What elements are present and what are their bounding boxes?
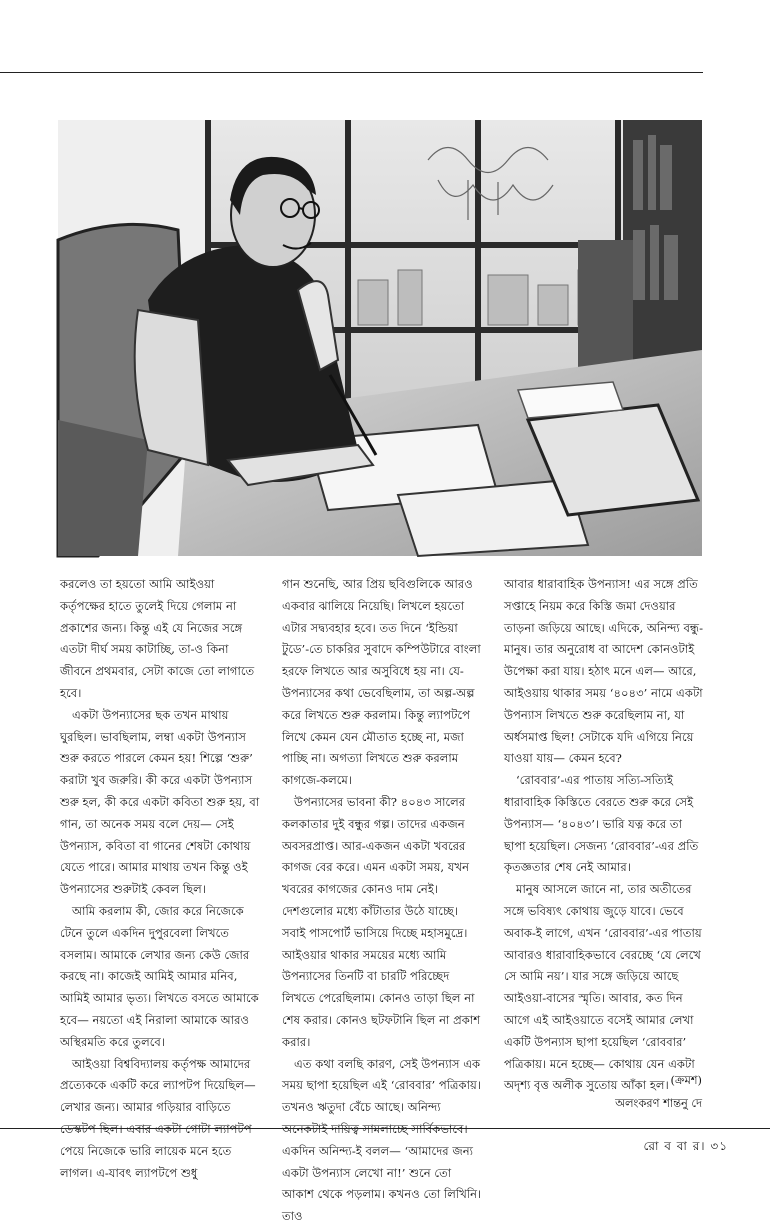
paragraph: মানুষ আসলে জানে না, তার অতীতের সঙ্গে ভবিষ্যৎ কোথায় জুড়ে যাবে। ভেবে অবাক-ই লাগে, এখন ‘রোববার’-এর পাতায় আবারও ধারাবাহিকভাবে বেরচ্ছে ‘যে লেখে সে আমি নয়’। যার সঙ্গে জড়িয়ে আছে আইওয়া-বাসের স্মৃতি। আবার, কত দিন আগে এই আইওয়াতে বসেই আমার লেখা একটি উপন্যাস ছাপা হয়েছিল ‘রোববার’ পত্রিকায়। মনে হচ্ছে— কোথায় যেন একটা অদৃশ্য বৃত্ত অলীক সুতোয় আঁকা হল। bbox=[504, 882, 702, 1093]
paragraph: উপন্যাসের ভাবনা কী? ৪০৪৩ সালের কলকাতার দুই বন্ধুর গল্প। তাদের একজন অবসরপ্রাপ্ত। আর-একজন একটা খবরের কাগজ বের করে। এমন একটা সময়, যখন খবরের কাগজের কোনও দাম নেই। দেশগুলোর মধ্যে কাঁটাতার উঠে যাচ্ছে। সবাই পাসপোর্ট ভাসিয়ে দিচ্ছে মহাসমুদ্রে। আইওয়ার থাকার সময়ের মধ্যে আমি উপন্যাসের তিনটি বা চারটি পরিচ্ছেদ লিখতে পেরেছিলাম। কোনও তাড়া ছিল না শেষ করার। কোনও ছটফটানি ছিল না প্রকাশ করার। bbox=[282, 794, 481, 1049]
paragraph: এত কথা বলছি কারণ, সেই উপন্যাস এক সময় ছাপা হয়েছিল এই ‘রোববার’ পত্রিকায়। তখনও ঋতুদা বেঁচে আছে। অনিন্দ্য একদিন অনিন্দ্য-ই বলল— ‘আমাদের জন্য একটা উপন্যাস লেখো না!’ শুনে তো আকাশ থেকে পড়লাম। কখনও তো লিখিনি। তাও bbox=[282, 1056, 482, 1224]
paragraph: করলেও তা হয়তো আমি আইওয়া কর্তৃপক্ষের হাতে তুলেই দিয়ে গেলাম না প্রকাশের জন্য। কিন্তু এই যে নিজের সঙ্গে এতটা দীর্ঘ সময় কাটাচ্ছি, তা-ও কিনা জীবনে প্রথমবার, সেটা কাজে তো লাগাতে হবে। bbox=[60, 577, 255, 700]
illustration-man-writing-at-desk bbox=[58, 120, 702, 556]
article-column-3 bbox=[504, 574, 704, 1094]
paragraph: গান শুনেছি, আর প্রিয় ছবিগুলিকে আরও একবার ঝালিয়ে নিয়েছি। লিখলে হয়তো এটার সদ্ব্যবহার হবে। তত দিনে ‘ইন্ডিয়া টুডে’-তে চাকরির সুবাদে কম্পিউটারে বাংলা হরফে লিখতে আর অসুবিধে হয় না। যে-উপন্যাসের কথা ভেবেছিলাম, তা অল্প-অল্প করে লিখতে শুরু করলাম। কিন্তু ল্যাপটপে লিখে কেমন যেন মৌতাত হচ্ছে না, মজা পাচ্ছি না। অগত্যা লিখতে শুরু করলাম কাগজে-কলমে। bbox=[282, 577, 481, 788]
paragraph: আমি করলাম কী, জোর করে নিজেকে টেনে তুলে একদিন দুপুরবেলা লিখতে বসলাম। আমাকে লেখার জন্য কেউ জোর করছে না। কাজেই আমিই আমার মনিব, আমিই আমার ভৃত্য। লিখতে বসতে আমাকে হবে— নয়তো এই নিরালা আমাকে আরও অস্থিরমতি করে তুলবে। bbox=[60, 903, 259, 1049]
paragraph: আইওয়া বিশ্ববিদ্যালয় কর্তৃপক্ষ আমাদের প্রত্যেককে একটি করে ল্যাপটপ দিয়েছিল— লেখার জন্য। আমার গড়িয়ার বাড়িতে পেয়ে নিজেকে ভারি লায়েক মনে হতে লাগল। এ-যাবৎ ল্যাপটপে শুধু bbox=[60, 1056, 256, 1180]
article-column-2 bbox=[282, 574, 482, 1224]
top-rule bbox=[0, 72, 703, 73]
paragraph: একটা উপন্যাসের ছক তখন মাথায় ঘুরছিল। ভাবছিলাম, লম্বা একটা উপন্যাস শুরু করতে পারলে কেমন হয়! শিল্পে ‘শুরু’ করাটা খুব জরুরি। কী করে একটা উপন্যাস শুরু হল, কী করে একটা কবিতা শুরু হয়, বা গান, তা অনেক সময় বলে দেয়— সেই উপন্যাস, কবিতা বা গানের শেষটা কোথায় যেতে পারে। আমার মাথায় তখন কিন্তু ওই উপন্যাসের শুরুটাই কেবল ছিল। bbox=[60, 707, 260, 897]
bottom-rule bbox=[0, 1128, 770, 1129]
paragraph: আবার ধারাবাহিক উপন্যাস! এর সঙ্গে প্রতি সপ্তাহে নিয়ম করে কিস্তি জমা দেওয়ার তাড়না জড়িয়ে আছে। এদিকে, অনিন্দ্য বন্ধু-মানুষ। তার অনুরোধ বা আদেশ কোনওটাই উপেক্ষা করা যায়। হঠাৎ মনে এল— আরে, আইওয়ায় থাকার সময় ‘৪০৪৩’ নামে একটা উপন্যাস লিখতে শুরু করেছিলাম না, যা অর্ধসমাপ্ত ছিল! সেটাকে যদি এগিয়ে নিয়ে যাওয়া যায়— কেমন হবে? bbox=[504, 577, 704, 766]
paragraph: ‘রোববার’-এর পাতায় সত্যি-সত্যিই ধারাবাহিক কিস্তিতে বেরতে শুরু করে সেই উপন্যাস— ‘৪০৪৩’। ভারি যত্ন করে তা ছাপা হয়েছিল। সেজন্য ‘রোববার’-এর প্রতি কৃতজ্ঞতার শেষ নেই আমার। bbox=[504, 773, 699, 875]
to-be-continued-note: (ক্রমশ) bbox=[670, 1073, 702, 1087]
article-column-1 bbox=[60, 574, 260, 1180]
illustration-credit: অলংকরণ শান্তনু দে bbox=[615, 1096, 702, 1110]
page-folio: রো ব বা র। ৩১ bbox=[643, 1139, 728, 1153]
